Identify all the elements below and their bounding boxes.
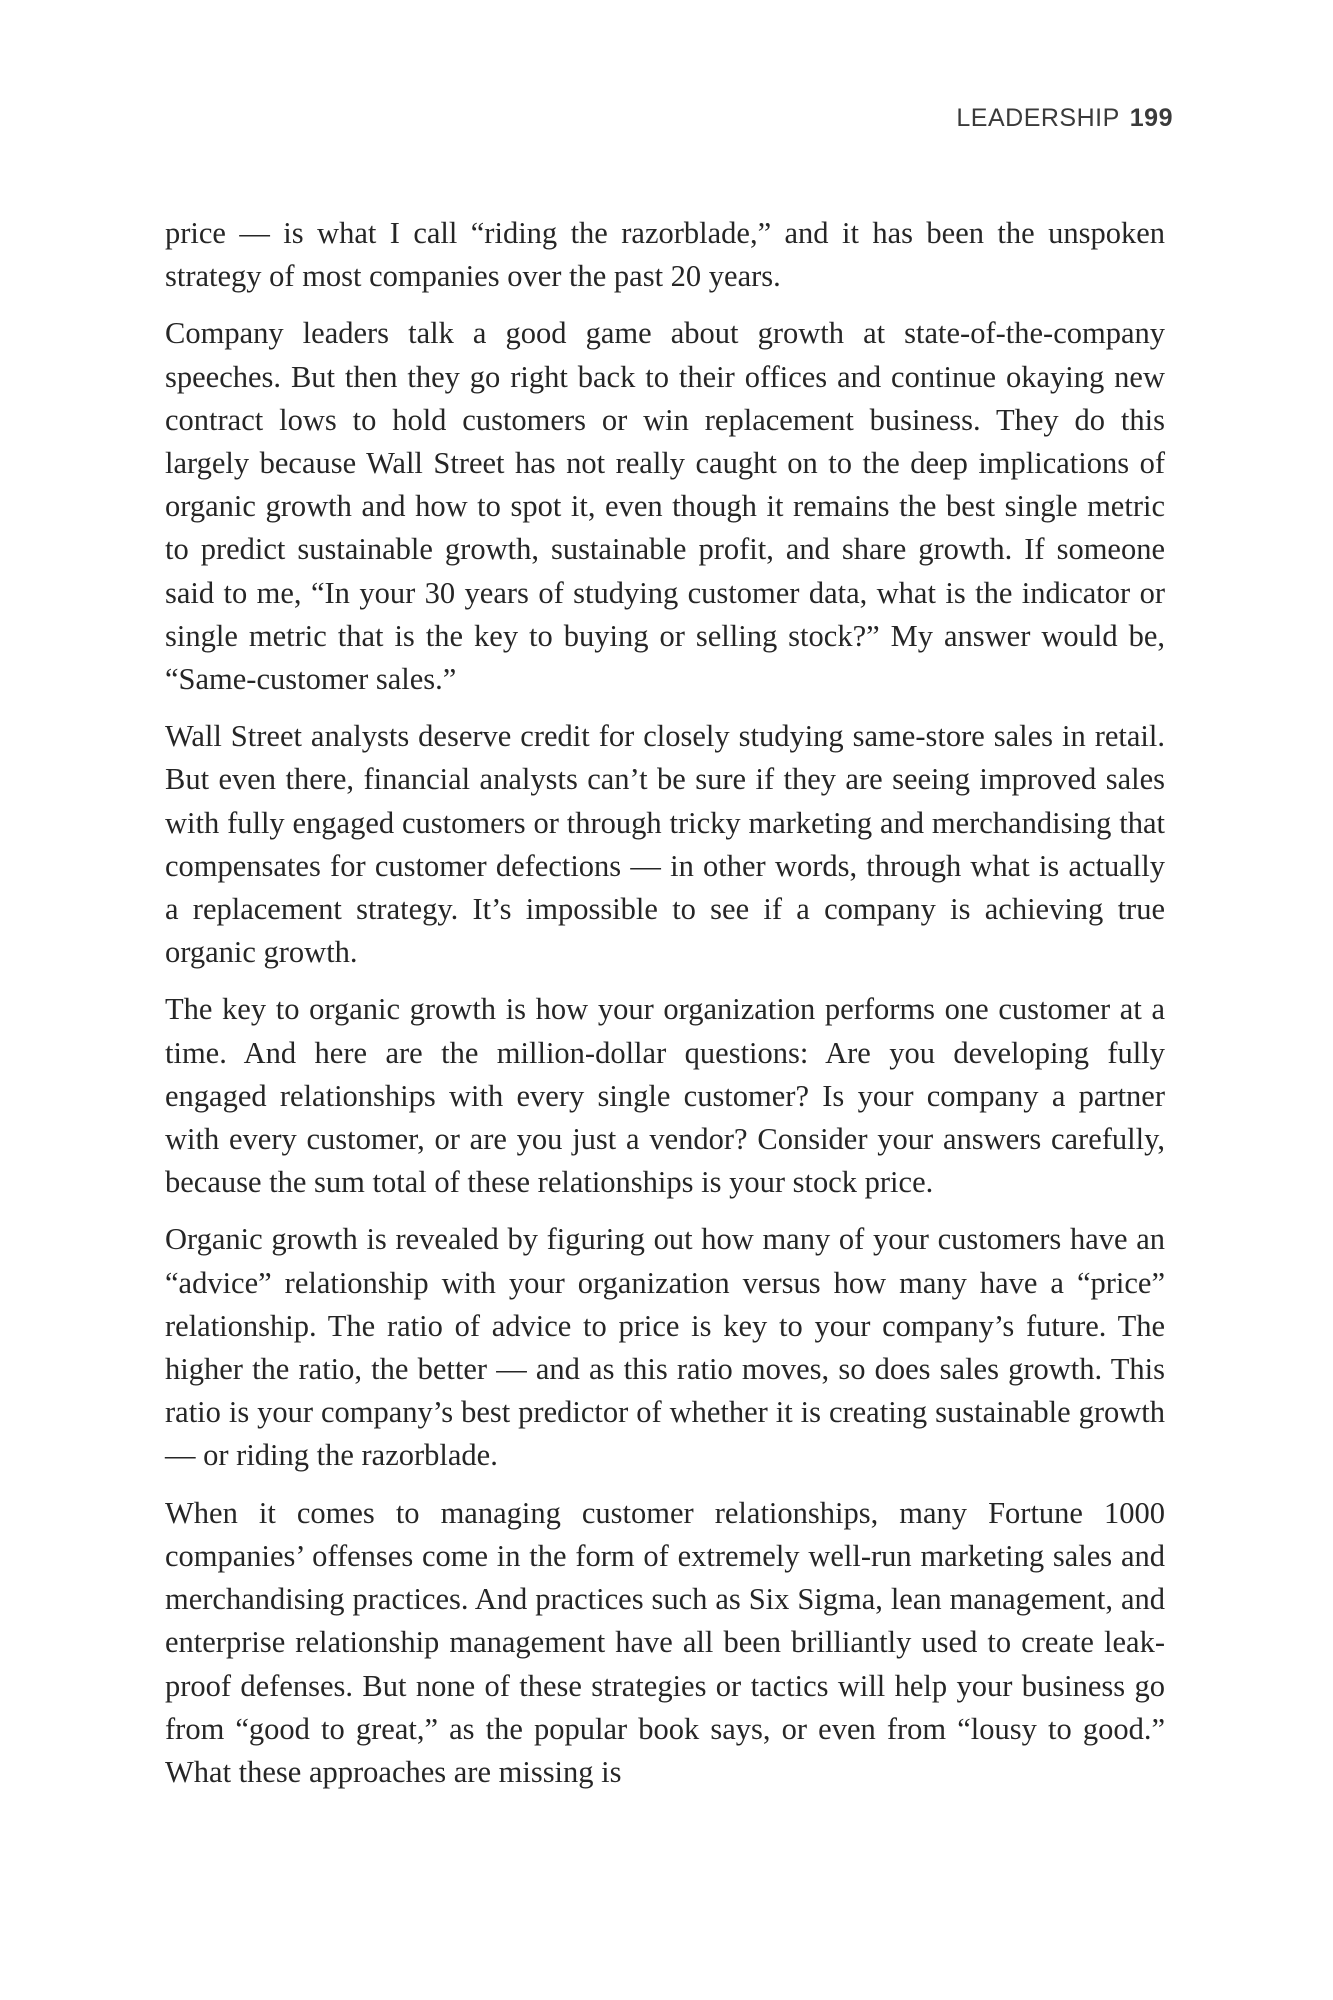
running-head	[956, 104, 1173, 133]
running-head-section: LEADERSHIP	[956, 104, 1120, 132]
paragraph: When it comes to managing customer relationships, many Fortune 1000 companies’ offenses come in the form of extremely well-run marketing sales and merchandising practices. And practices such as Six Sigma, lean management, and enterprise relationship management have all been brilliantly used to create leak-proof defenses. But none of these strategies or tactics will help your business go from “good to great,” as the popular book says, or even from “lousy to good.” What these approaches are missing is	[165, 1495, 1165, 1789]
paragraph: The key to organic growth is how your organization performs one customer at a time. And here are the million-dollar questions: Are you developing fully engaged relationships with every single customer? Is your company a partner with every customer, or are you just a vendor? Consider your answers carefully, because the sum total of these relationships is your stock price.	[165, 992, 1165, 1200]
paragraph: price — is what I call “riding the razorblade,” and it has been the unspoken strategy of most companies over the past 20 years.	[165, 216, 1165, 294]
paragraph: Company leaders talk a good game about growth at state-of-the-company speeches. But then they go right back to their offices and continue okaying new contract lows to hold customers or win replacement business. They do this largely because Wall Street has not really caught on to the deep implications of organic growth and how to spot it, even though it remains the best single metric to predict sustainable growth, sustainable profit, and share growth. If someone said to me, “In your 30 years of studying customer data, what is the indicator or single metric that is the key to buying or selling stock?” My answer would be, “Same-customer sales.”	[165, 316, 1165, 697]
paragraph: Organic growth is revealed by figuring out how many of your customers have an “advice” relationship with your organization versus how many have a “price” relationship. The ratio of advice to price is key to your company’s future. The higher the ratio, the better — and as this ratio moves, so does sales growth. This ratio is your company’s best predictor of whether it is creating sustainable growth — or riding the razorblade.	[165, 1222, 1165, 1473]
page-number: 199	[1129, 104, 1173, 132]
paragraph: Wall Street analysts deserve credit for closely studying same-store sales in retail. But even there, financial analysts can’t be sure if they are seeing improved sales with fully engaged customers or through tricky marketing and merchandising that compensates for customer defections — in other words, through what is actually a replacement strategy. It’s impossible to see if a company is achieving true organic growth.	[165, 719, 1165, 970]
body-text	[165, 212, 1165, 1808]
